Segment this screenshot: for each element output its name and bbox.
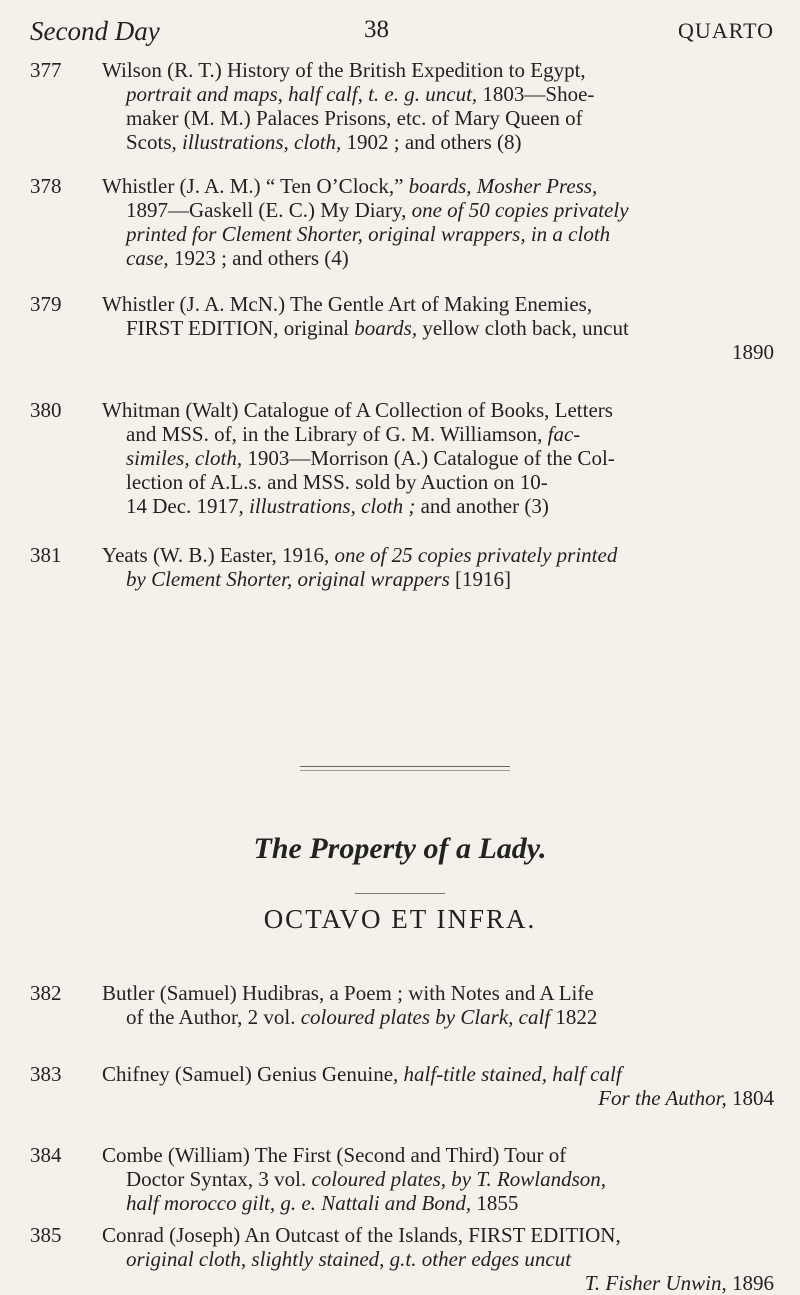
lot-line: printed for Clement Shorter, original wrappers, in a cloth — [126, 222, 611, 246]
heading-underline — [355, 893, 445, 894]
section-subheading: OCTAVO ET INFRA. — [263, 904, 537, 934]
lot-line: Whistler (J. A. M.) “ Ten O’Clock,” boards, Mosher Press, — [102, 174, 598, 198]
lot-number: 382 — [30, 981, 62, 1005]
format-label: QUARTO — [678, 18, 774, 43]
lot-line: case, 1923 ; and others (4) — [126, 246, 349, 270]
lot-line: FIRST EDITION, original boards, yellow cloth back, uncut — [126, 316, 629, 340]
lot-entry — [30, 543, 774, 591]
lot-line: similes, cloth, 1903—Morrison (A.) Catalogue of the Col- — [126, 446, 615, 470]
lot-number: 377 — [30, 58, 62, 82]
lot-number: 378 — [30, 174, 62, 198]
lot-entry — [30, 292, 774, 364]
lot-line: Butler (Samuel) Hudibras, a Poem ; with Notes and A Life — [102, 981, 594, 1005]
lot-line: Whistler (J. A. McN.) The Gentle Art of Making Enemies, — [102, 292, 593, 316]
lot-line: T. Fisher Unwin, 1896 — [584, 1271, 774, 1295]
section-divider — [300, 766, 510, 767]
lot-description — [102, 981, 774, 1029]
lot-entry — [30, 174, 774, 270]
lot-description — [102, 398, 774, 518]
lot-line: half morocco gilt, g. e. Nattali and Bond, 1855 — [126, 1191, 519, 1215]
lot-line: Combe (William) The First (Second and Third) Tour of — [102, 1143, 567, 1167]
lot-line: 1890 — [732, 340, 774, 364]
lot-description — [102, 292, 774, 364]
lot-entry — [30, 398, 774, 518]
lot-description — [102, 58, 774, 154]
lot-description — [102, 543, 774, 591]
lot-description — [102, 1062, 774, 1110]
lot-line: maker (M. M.) Palaces Prisons, etc. of Mary Queen of — [126, 106, 583, 130]
lot-number: 381 — [30, 543, 62, 567]
lot-line: of the Author, 2 vol. coloured plates by Clark, calf 1822 — [126, 1005, 598, 1029]
lot-line: 14 Dec. 1917, illustrations, cloth ; and another (3) — [126, 494, 549, 518]
page-number: 38 — [364, 16, 389, 43]
lot-line: Conrad (Joseph) An Outcast of the Islands, FIRST EDITION, — [102, 1223, 621, 1247]
lot-line: by Clement Shorter, original wrappers [1916] — [126, 567, 511, 591]
lot-line: Chifney (Samuel) Genius Genuine, half-title stained, half calf — [102, 1062, 622, 1086]
section-divider — [300, 770, 510, 771]
lot-entry — [30, 1143, 774, 1215]
lot-description — [102, 1143, 774, 1215]
lot-line: For the Author, 1804 — [598, 1086, 774, 1110]
lot-entry — [30, 58, 774, 154]
lot-line: and MSS. of, in the Library of G. M. Williamson, fac- — [126, 422, 581, 446]
lot-description — [102, 174, 774, 270]
lot-line: portrait and maps, half calf, t. e. g. uncut, 1803—Shoe- — [126, 82, 595, 106]
lot-line: Doctor Syntax, 3 vol. coloured plates, by T. Rowlandson, — [126, 1167, 607, 1191]
lot-line: 1897—Gaskell (E. C.) My Diary, one of 50 copies privately — [126, 198, 629, 222]
lot-number: 380 — [30, 398, 62, 422]
sale-day: Second Day — [30, 16, 160, 46]
lot-number: 379 — [30, 292, 62, 316]
lot-line: Yeats (W. B.) Easter, 1916, one of 25 copies privately printed — [102, 543, 618, 567]
lot-line: Whitman (Walt) Catalogue of A Collection of Books, Letters — [102, 398, 613, 422]
lot-entry — [30, 981, 774, 1029]
lot-entry — [30, 1062, 774, 1110]
lot-line: Wilson (R. T.) History of the British Expedition to Egypt, — [102, 58, 586, 82]
page-header — [30, 16, 774, 56]
lot-number: 383 — [30, 1062, 62, 1086]
lot-entry — [30, 1223, 774, 1295]
lot-line: original cloth, slightly stained, g.t. other edges uncut — [126, 1247, 572, 1271]
lot-line: lection of A.L.s. and MSS. sold by Auction on 10- — [126, 470, 548, 494]
lot-description — [102, 1223, 774, 1295]
lot-number: 385 — [30, 1223, 62, 1247]
section-heading: The Property of a Lady. — [253, 832, 547, 865]
lot-line: Scots, illustrations, cloth, 1902 ; and others (8) — [126, 130, 522, 154]
lot-number: 384 — [30, 1143, 62, 1167]
